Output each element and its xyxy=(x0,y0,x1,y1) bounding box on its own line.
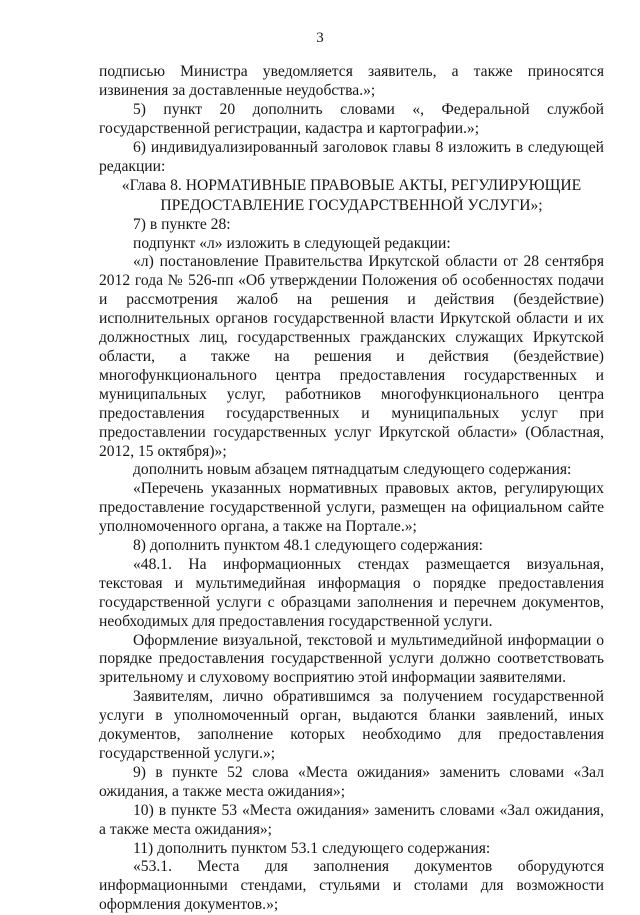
page-number: 3 xyxy=(316,30,324,46)
paragraph-design-info: Оформление визуальной, текстовой и мультимедийной информации о порядке предоставления государственной услуги должно соответствовать зрительному и слуховому восприятию этой информации заявителями. xyxy=(99,631,604,687)
paragraph-53-1: «53.1. Места для заполнения документов оборудуются информационными стендами, стульями и столами для возможности оформления документов.»; xyxy=(99,858,604,914)
paragraph-48-1: «48.1. На информационных стендах размещается визуальная, текстовая и мультимедийная информация о порядке предоставления государственной услуги с образцами заполнения и перечнем документов, необходимых для предоставления государственной услуги. xyxy=(99,555,604,630)
paragraph-item-8: 8) дополнить пунктом 48.1 следующего содержания: xyxy=(133,537,484,555)
paragraph-list-of-acts: «Перечень указанных нормативных правовых актов, регулирующих предоставление государственной услуги, размещен на официальном сайте уполномоченного органа, а также на Портале.»; xyxy=(99,480,604,536)
paragraph-add-fifteenth: дополнить новым абзацем пятнадцатым следующего содержания: xyxy=(133,461,572,479)
chapter-8-heading: «Глава 8. НОРМАТИВНЫЕ ПРАВОВЫЕ АКТЫ, РЕГУЛИРУЮЩИЕ ПРЕДОСТАВЛЕНИЕ ГОСУДАРСТВЕННОЙ УСЛУГИ»; xyxy=(121,177,582,215)
paragraph-item-11: 11) дополнить пунктом 53.1 следующего содержания: xyxy=(133,839,491,857)
paragraph-1: подписью Министра уведомляется заявитель, а также приносятся извинения за доставленные неудобства.»; xyxy=(99,63,604,99)
paragraph-item-6: 6) индивидуализированный заголовок главы 8 изложить в следующей редакции: xyxy=(99,138,604,175)
paragraph-item-5: 5) пункт 20 дополнить словами «, Федеральной службой государственной регистрации, кадастра и картографии.»; xyxy=(99,100,604,137)
paragraph-applicants-forms: Заявителям, лично обратившимся за получением государственной услуги в уполномоченный орган, выдаются бланки заявлений, иных документов, заполнение которых необходимо для предоставления государственной услуги.»; xyxy=(99,688,604,762)
paragraph-item-10: 10) в пункте 53 «Места ожидания» заменить словами «Зал ожидания, а также места ожидания»; xyxy=(99,801,604,838)
paragraph-item-7: 7) в пункте 28: xyxy=(133,215,231,233)
document-body xyxy=(99,63,604,915)
paragraph-subitem-l-intro: подпункт «л» изложить в следующей редакции: xyxy=(133,234,451,252)
paragraph-subitem-l-text: «л) постановление Правительства Иркутской области от 28 сентября 2012 года № 526-пп «Об утверждении Положения об особенностях подачи и рассмотрения жалоб на решения и действия (бездействие) исполнительных органов государственной власти Иркутской области и их должностных лиц, государственных гражданских служащих Иркутской области, а также на решения и действия (бездействие) многофункционального центра предоставления государственных и муниципальных услуг, работников многофункционального центра предоставления государственных и муниципальных услуг при предоставлении государственных услуг Иркутской области» (Областная, 2012, 15 октября)»; xyxy=(99,253,604,460)
paragraph-item-9: 9) в пункте 52 слова «Места ожидания» заменить словами «Зал ожидания, а также места ожидания»; xyxy=(99,763,604,800)
